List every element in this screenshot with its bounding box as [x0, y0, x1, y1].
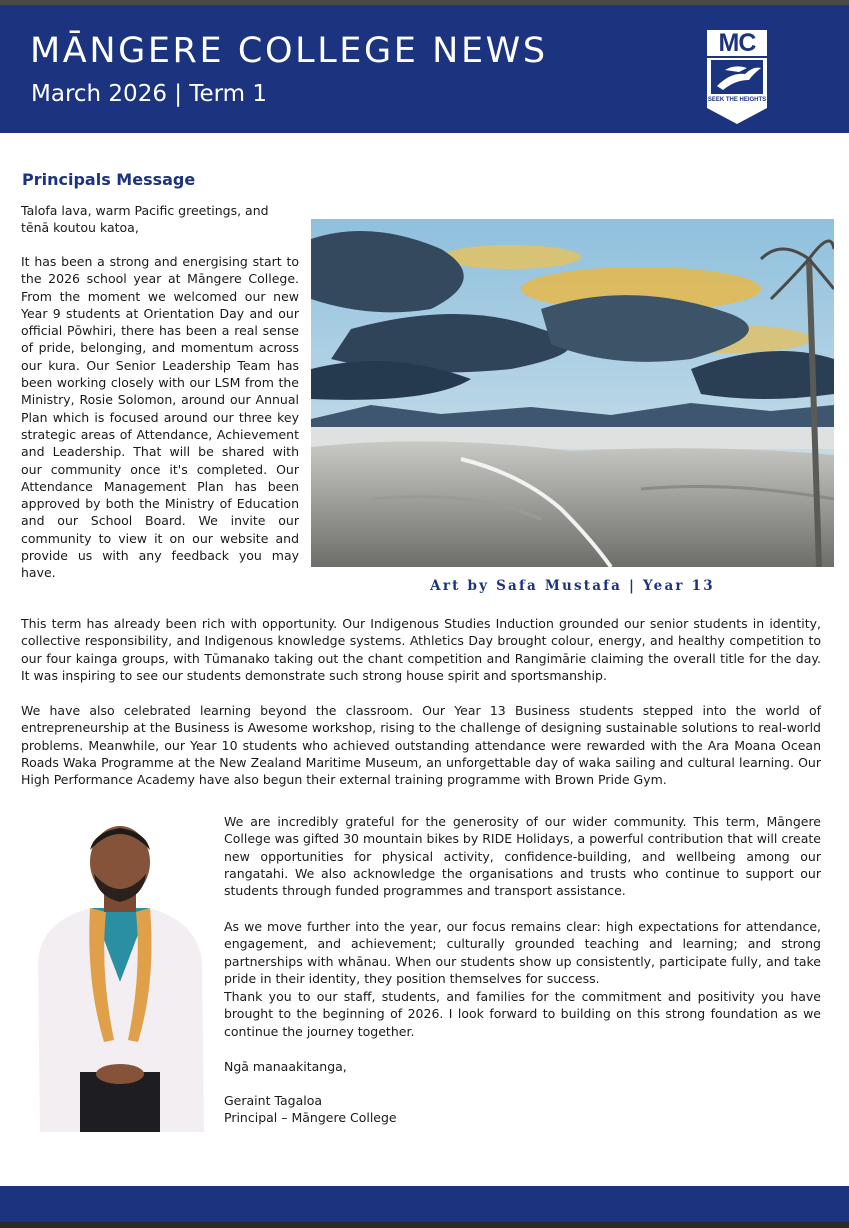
issue-date: March 2026 | Term 1 [31, 81, 268, 107]
newsletter-title: MĀNGERE COLLEGE NEWS [30, 31, 548, 71]
crest-motto: SEEK THE HEIGHTS [707, 97, 767, 103]
signoff-line: Ngā manaakitanga, [224, 1059, 347, 1074]
learning-paragraph: We have also celebrated learning beyond the classroom. Our Year 13 Business students stepped into the world of entrepreneurship at the Business is Awesome workshop, rising to the challenge of designing sustainable solutions to real-world problems. Meanwhile, our Year 10 students who achieved outstanding attendance were rewarded with the Ara Moana Ocean Roads Waka Programme at the New Zealand Maritime Museum, an unforgettable day of waka sailing and cultural learning. Our High Performance Academy have also begun their external training programme with Brown Pride Gym. [21, 703, 821, 788]
thanks-paragraph: Thank you to our staff, students, and families for the commitment and positivity you have brought to the beginning of 2026. I look forward to building on this strong foundation as we continue the journey together. [224, 989, 821, 1039]
bottom-edge-line [0, 1222, 849, 1228]
gratitude-paragraph: We are incredibly grateful for the generosity of our wider community. This term, Māngere College was gifted 30 mountain bikes by RIDE Holidays, a powerful contribution that will create new opportunities for physical activity, confidence-building, and wellbeing among our rangatahi. We also acknowledge the organisations and trusts who continue to support our students through funded programmes and transport assistance. [224, 814, 821, 899]
section-heading: Principals Message [22, 170, 196, 189]
signature-title: Principal – Māngere College [224, 1110, 397, 1125]
artwork-caption: Art by Safa Mustafa | Year 13 [430, 578, 715, 594]
crest-monogram: MC [718, 29, 756, 57]
intro-paragraph: It has been a strong and energising start to the 2026 school year at Māngere College. From the moment we welcomed our new Year 9 students at Orientation Day and our official Pōwhiri, there has been a real sense of pride, belonging, and momentum across our kura. Our Senior Leadership Team has been working closely with our LSM from the Ministry, Rosie Solomon, around our Annual Plan which is focused around our three key strategic areas of Attendance, Achievement and Leadership. That will be shared with our community once it's completed. Our Attendance Management Plan has been approved by both the Ministry of Education and our School Board. We invite our community to view it on our website and provide us with any feedback you may have. [21, 254, 299, 581]
principal-photo [30, 812, 210, 1132]
focus-paragraph: As we move further into the year, our focus remains clear: high expectations for attendance, engagement, and achievement; culturally grounded teaching and learning; and strong partnerships with whānau. When our students show up consistently, participate fully, and take pride in their identity, they position themselves for success. [224, 919, 821, 986]
signature-name: Geraint Tagaloa [224, 1093, 323, 1108]
greeting-paragraph: Talofa lava, warm Pacific greetings, and tēnā koutou katoa, [21, 203, 269, 236]
artwork-image [311, 219, 834, 567]
newsletter-header [0, 5, 849, 133]
opportunity-paragraph: This term has already been rich with opportunity. Our Indigenous Studies Induction grounded our senior students in identity, collective responsibility, and Indigenous knowledge systems. Athletics Day brought colour, energy, and healthy competition to our four kainga groups, with Tūmanako taking out the chant competition and Rangimārie claiming the overall title for the day. It was inspiring to see our students demonstrate such strong house spirit and sportsmanship. [21, 616, 821, 683]
